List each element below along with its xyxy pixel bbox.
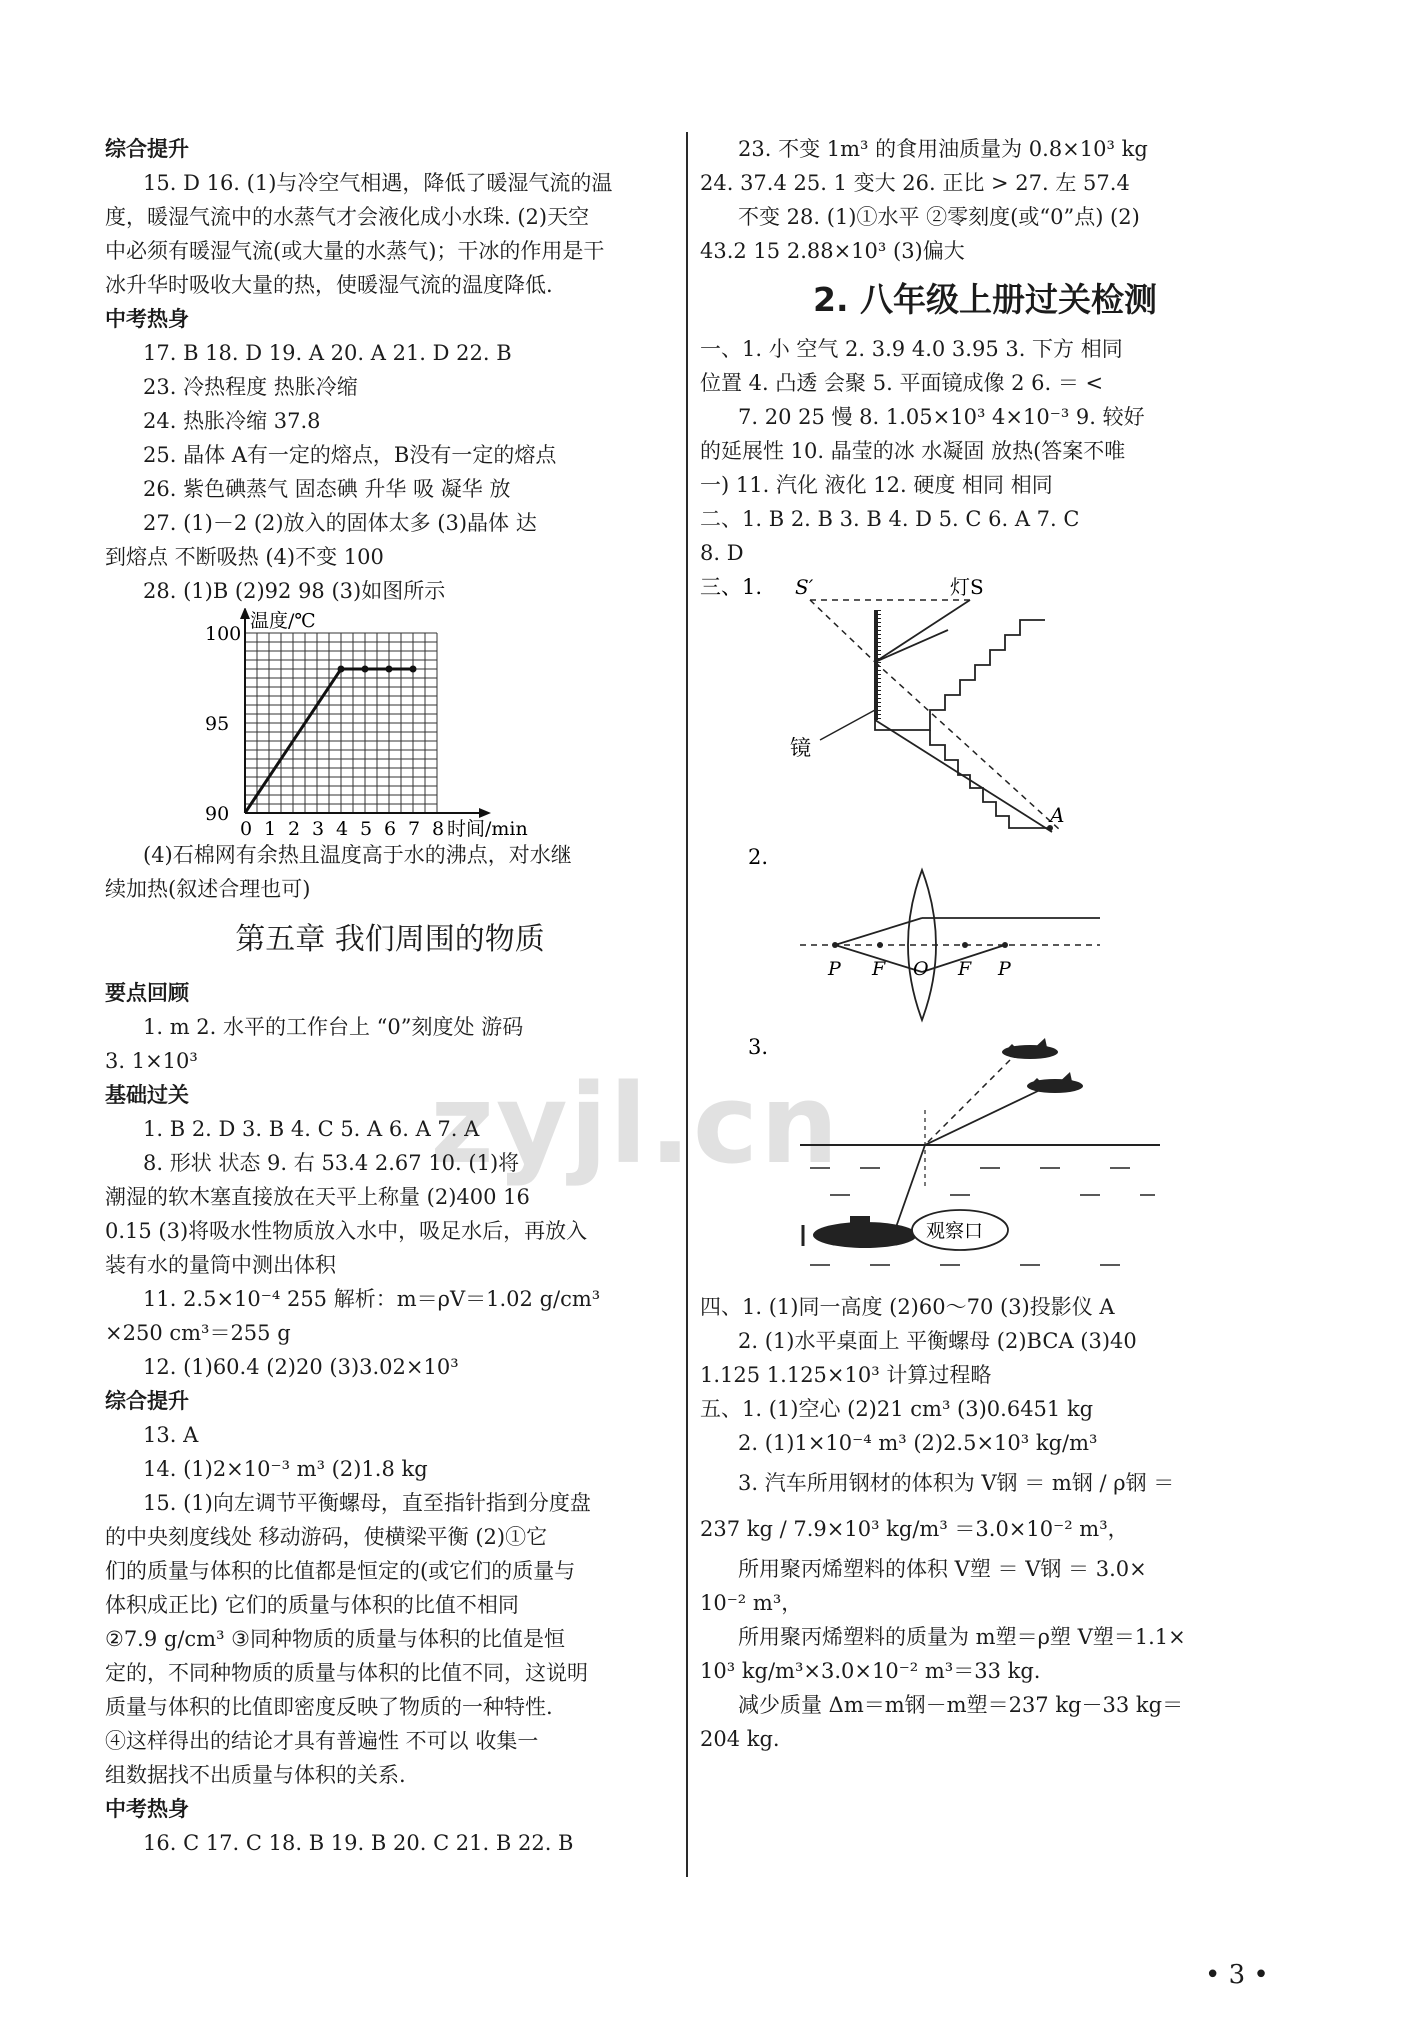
answer-line: 潮湿的软木塞直接放在天平上称量 (2)400 16 [105, 1185, 530, 1209]
axis-label: F [872, 958, 886, 980]
answer-line: 25. 晶体 A有一定的熔点，B没有一定的熔点 [143, 443, 557, 467]
heading-zonghe: 综合提升 [105, 137, 189, 161]
x-tick-label: 4 [336, 818, 349, 838]
answer-line: 204 kg. [700, 1727, 780, 1751]
x-axis-arrow [479, 808, 491, 818]
question-label: 3. [748, 1035, 769, 1059]
left-column [105, 132, 675, 1860]
x-tick-label: 6 [384, 818, 397, 838]
answer-line: 237 kg / 7.9×10³ kg/m³ ＝3.0×10⁻² m³， [700, 1517, 1129, 1541]
lens-figure [700, 840, 1270, 1030]
answer-line: 11. 2.5×10⁻⁴ 255 解析：m＝ρV＝1.02 g/cm³ [143, 1287, 601, 1311]
lens-figure-svg [700, 840, 1270, 1030]
answer-line: 续加热(叙述合理也可) [105, 877, 311, 901]
answer-line: 23. 不变 1m³ 的食用油质量为 0.8×10³ kg [738, 137, 1148, 161]
heading-zonghe-2: 综合提升 [105, 1389, 189, 1413]
heading-yaodian: 要点回顾 [105, 981, 189, 1005]
light-ray [875, 720, 1052, 832]
answer-line: 28. (1)B (2)92 98 (3)如图所示 [143, 579, 446, 603]
answer-line: 14. (1)2×10⁻³ m³ (2)1.8 kg [143, 1457, 428, 1481]
answer-line: 2. (1)1×10⁻⁴ m³ (2)2.5×10³ kg/m³ [738, 1431, 1098, 1455]
answer-line: 1. B 2. D 3. B 4. C 5. A 6. A 7. A [143, 1117, 480, 1141]
answer-line: 到熔点 不断吸热 (4)不变 100 [105, 545, 384, 569]
answer-line: ④这样得出的结论才具有普遍性 不可以 收集一 [105, 1729, 539, 1753]
temperature-chart-svg [105, 608, 675, 838]
answer-line: 体积成正比) 它们的质量与体积的比值不相同 [105, 1593, 519, 1617]
answer-line: 16. C 17. C 18. B 19. B 20. C 21. B 22. B [143, 1831, 574, 1855]
y-axis-arrow [240, 608, 250, 619]
heading-jichu: 基础过关 [105, 1083, 189, 1107]
answer-line: 43.2 15 2.88×10³ (3)偏大 [700, 239, 965, 263]
answer-line: 23. 冷热程度 热胀冷缩 [143, 375, 358, 399]
plane-icon [1002, 1038, 1058, 1059]
question-label: 三、1. [700, 575, 763, 599]
answer-line: 1. m 2. 水平的工作台上 “0”刻度处 游码 [143, 1015, 524, 1039]
axis-label: F [958, 958, 972, 980]
mirror-figure [700, 570, 1270, 840]
answer-line: 的延展性 10. 晶莹的冰 水凝固 放热(答案不唯 [700, 439, 1126, 463]
answer-line: 26. 紫色碘蒸气 固态碘 升华 吸 凝华 放 [143, 477, 511, 501]
x-axis-label: 时间/min [447, 818, 528, 838]
temperature-chart [105, 608, 675, 838]
answer-line: 减少质量 Δm＝m钢－m塑＝237 kg－33 kg＝ [738, 1693, 1184, 1717]
y-tick-label: 90 [205, 803, 230, 825]
answer-line: 15. (1)向左调节平衡螺母，直至指针指到分度盘 [143, 1491, 591, 1515]
answer-line: 10³ kg/m³×3.0×10⁻² m³＝33 kg. [700, 1659, 1041, 1683]
answer-line: 24. 热胀冷缩 37.8 [143, 409, 321, 433]
answer-line: 8. 形状 状态 9. 右 53.4 2.67 10. (1)将 [143, 1151, 520, 1175]
answer-line: 们的质量与体积的比值都是恒定的(或它们的质量与 [105, 1559, 576, 1583]
axis-label: P [828, 958, 841, 980]
answer-line: 二、1. B 2. B 3. B 4. D 5. C 6. A 7. C [700, 507, 1080, 531]
answer-line: 定的，不同种物质的质量与体积的比值不同，这说明 [105, 1661, 588, 1685]
mirror-figure-svg [700, 570, 1270, 840]
answer-line: 3. 1×10³ [105, 1049, 198, 1073]
answer-line: 所用聚丙烯塑料的体积 V塑 ＝ V钢 ＝ 3.0× [738, 1557, 1147, 1581]
axis-label: P [998, 958, 1011, 980]
virtual-ray [925, 1060, 1010, 1145]
submarine-figure-svg [700, 1030, 1270, 1290]
answer-line: 冰升华时吸收大量的热，使暖湿气流的温度降低. [105, 273, 553, 297]
point-f-right [962, 942, 968, 948]
answer-line: 1.125 1.125×10³ 计算过程略 [700, 1363, 992, 1387]
x-tick-label: 7 [408, 818, 421, 838]
answer-line: ×250 cm³＝255 g [105, 1321, 291, 1345]
heading-zhongkao-2: 中考热身 [105, 1797, 189, 1821]
page-number: • 3 • [1205, 1960, 1269, 1990]
answer-line: 五、1. (1)空心 (2)21 cm³ (3)0.6451 kg [700, 1397, 1094, 1421]
observation-window-label: 观察口 [926, 1220, 984, 1242]
answer-line: 24. 37.4 25. 1 变大 26. 正比 > 27. 左 57.4 [700, 171, 1130, 195]
answer-line: 7. 20 25 慢 8. 1.05×10³ 4×10⁻³ 9. 较好 [738, 405, 1145, 429]
x-tick-label: 8 [432, 818, 445, 838]
point-f-left [877, 942, 883, 948]
virtual-ray [810, 600, 875, 662]
mirror-label: 镜 [790, 736, 811, 760]
answer-line: 15. D 16. (1)与冷空气相遇，降低了暖湿气流的温 [143, 171, 613, 195]
image-point-label: S′ [795, 575, 814, 599]
answer-line: 所用聚丙烯塑料的质量为 m塑＝ρ塑 V塑＝1.1× [738, 1625, 1186, 1649]
x-tick-label: 3 [312, 818, 325, 838]
y-tick-label: 95 [205, 713, 230, 735]
point-p-left [832, 942, 838, 948]
point-a-label: A [1050, 803, 1065, 827]
answer-line: 位置 4. 凸透 会聚 5. 平面镜成像 2 6. ＝ < [700, 371, 1104, 395]
lamp-label: 灯S [950, 575, 984, 599]
answer-line: 13. A [143, 1423, 199, 1447]
answer-line: 组数据找不出质量与体积的关系. [105, 1763, 406, 1787]
chapter-title: 第五章 我们周围的物质 [235, 922, 545, 957]
x-tick-label: 2 [288, 818, 301, 838]
answer-line: 质量与体积的比值即密度反映了物质的一种特性. [105, 1695, 553, 1719]
question-label: 2. [748, 845, 769, 869]
x-tick-label: 1 [264, 818, 277, 838]
plane-icon [1027, 1072, 1083, 1093]
submarine-figure [700, 1030, 1270, 1290]
watermark: zyjl.cn [430, 1060, 841, 1188]
answer-line: 3. 汽车所用钢材的体积为 V钢 ＝ m钢 / ρ钢 ＝ [738, 1471, 1175, 1495]
point-p-right [1002, 942, 1008, 948]
lower-stairs [930, 730, 1050, 828]
answer-line: 2. (1)水平桌面上 平衡螺母 (2)BCA (3)40 [738, 1329, 1137, 1353]
answer-line: 17. B 18. D 19. A 20. A 21. D 22. B [143, 341, 512, 365]
answer-line: 0.15 (3)将吸水性物质放入水中，吸足水后，再放入 [105, 1219, 588, 1243]
section-title: 2. 八年级上册过关检测 [813, 280, 1157, 319]
data-point [410, 666, 417, 673]
answer-line: 8. D [700, 541, 744, 565]
y-axis-label: 温度/℃ [250, 610, 316, 632]
answer-line: 10⁻² m³， [700, 1591, 803, 1615]
virtual-ray [875, 662, 1060, 830]
upper-stairs [875, 620, 1045, 730]
x-tick-label: 0 [240, 818, 253, 838]
axis-label: O [913, 958, 929, 980]
x-tick-label: 5 [360, 818, 373, 838]
y-tick-label: 100 [205, 623, 242, 645]
column-divider [686, 132, 688, 1877]
answer-line: 27. (1)－2 (2)放入的固体太多 (3)晶体 达 [143, 511, 537, 535]
answer-line: 一) 11. 汽化 液化 12. 硬度 相同 相同 [700, 473, 1053, 497]
answer-line: 度，暖湿气流中的水蒸气才会液化成小水珠. (2)天空 [105, 205, 590, 229]
data-point [338, 666, 345, 673]
incident-ray [925, 1090, 1040, 1145]
answer-line: ②7.9 g/cm³ ③同种物质的质量与体积的比值是恒 [105, 1627, 566, 1651]
reflected-ray [875, 630, 948, 662]
heading-zhongkao: 中考热身 [105, 307, 189, 331]
answer-line: 一、1. 小 空气 2. 3.9 4.0 3.95 3. 下方 相同 [700, 337, 1123, 361]
submarine-icon [803, 1216, 917, 1248]
answer-line: 中必须有暖湿气流(或大量的水蒸气)；干冰的作用是干 [105, 239, 605, 263]
answer-line: 12. (1)60.4 (2)20 (3)3.02×10³ [143, 1355, 459, 1379]
refracted-ray [895, 1145, 925, 1230]
right-column [700, 132, 1270, 1756]
answer-line: 不变 28. (1)①水平 ②零刻度(或“0”点) (2) [738, 205, 1140, 229]
data-point [362, 666, 369, 673]
data-point [386, 666, 393, 673]
answer-line: (4)石棉网有余热且温度高于水的沸点，对水继 [143, 843, 572, 867]
answer-line: 四、1. (1)同一高度 (2)60～70 (3)投影仪 A [700, 1295, 1115, 1319]
mirror-pointer [820, 710, 875, 740]
answer-line: 装有水的量筒中测出体积 [105, 1253, 336, 1277]
answer-line: 的中央刻度线处 移动游码，使横梁平衡 (2)①它 [105, 1525, 548, 1549]
incident-ray [875, 600, 970, 662]
